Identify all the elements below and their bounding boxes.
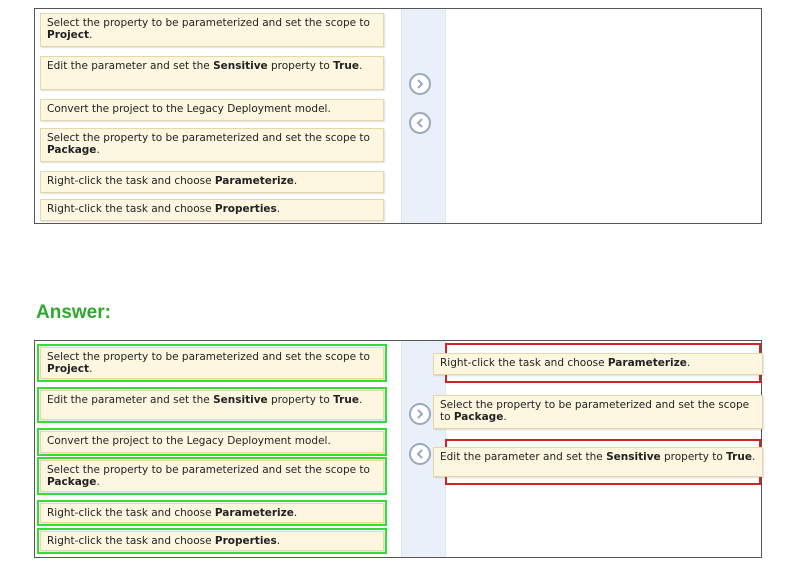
move-right-button[interactable] <box>409 403 431 425</box>
target-item[interactable]: Right-click the task and choose Parameterize. <box>433 353 763 375</box>
source-item-correct[interactable]: Right-click the task and choose Properties. <box>40 531 384 551</box>
source-item-correct[interactable]: Right-click the task and choose Parameterize. <box>40 503 384 523</box>
chevron-left-icon <box>414 448 426 460</box>
source-item-correct[interactable]: Select the property to be parameterized and set the scope to Package. <box>40 460 384 492</box>
chevron-right-icon <box>414 408 426 420</box>
source-item[interactable]: Right-click the task and choose Properties. <box>40 199 384 221</box>
move-left-button[interactable] <box>409 112 431 134</box>
source-item-correct[interactable]: Select the property to be parameterized and set the scope to Project. <box>40 347 384 379</box>
source-item[interactable]: Convert the project to the Legacy Deployment model. <box>40 99 384 121</box>
answer-panel <box>34 340 762 558</box>
source-item[interactable]: Edit the parameter and set the Sensitive property to True. <box>40 56 384 90</box>
question-panel <box>34 8 762 224</box>
source-item[interactable]: Select the property to be parameterized and set the scope to Package. <box>40 128 384 162</box>
answer-heading: Answer: <box>36 302 111 323</box>
source-item-correct[interactable]: Convert the project to the Legacy Deployment model. <box>40 431 384 453</box>
chevron-right-icon <box>414 78 426 90</box>
target-item[interactable]: Select the property to be parameterized and set the scope to Package. <box>433 395 763 429</box>
move-left-button[interactable] <box>409 443 431 465</box>
chevron-left-icon <box>414 117 426 129</box>
target-item[interactable]: Edit the parameter and set the Sensitive property to True. <box>433 447 763 477</box>
source-item[interactable]: Select the property to be parameterized and set the scope to Project. <box>40 13 384 47</box>
move-right-button[interactable] <box>409 73 431 95</box>
source-item[interactable]: Right-click the task and choose Parameterize. <box>40 171 384 193</box>
source-item-correct[interactable]: Edit the parameter and set the Sensitive property to True. <box>40 390 384 420</box>
